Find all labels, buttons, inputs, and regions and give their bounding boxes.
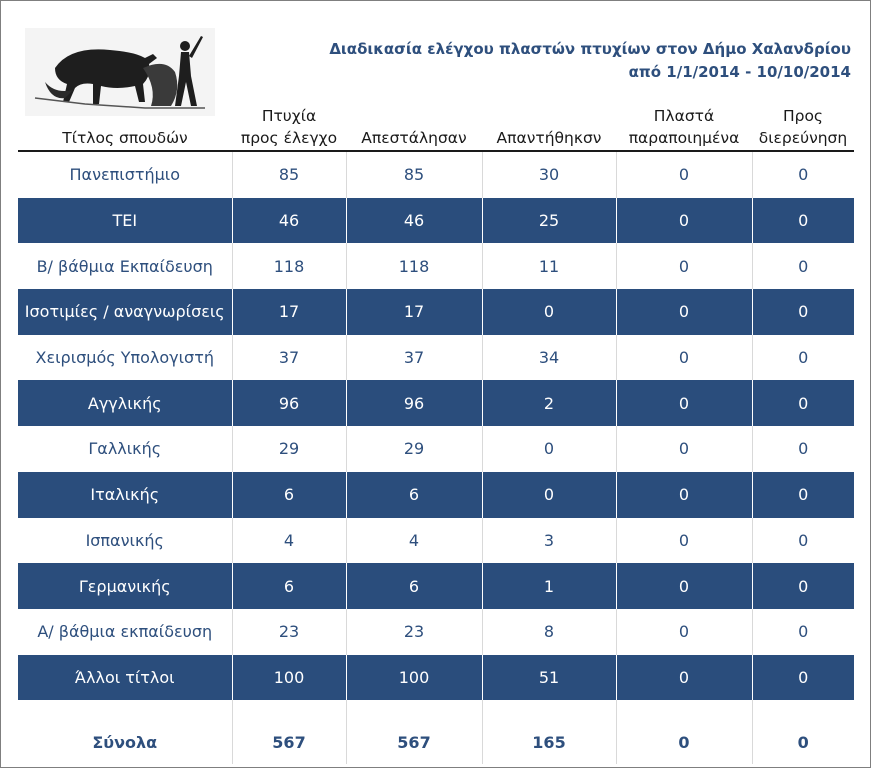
cell-to-check: 85 xyxy=(232,151,346,198)
cell-to-check: 6 xyxy=(232,563,346,609)
cell-degree: Πανεπιστήμιο xyxy=(18,151,232,198)
cell-answered: 2 xyxy=(482,380,616,426)
column-header-sent: Απεστάλησαν xyxy=(346,103,482,151)
total-cell-sent: 567 xyxy=(346,720,482,764)
table-row xyxy=(18,609,854,655)
cell-answered: 51 xyxy=(482,655,616,701)
cell-degree: Γαλλικής xyxy=(18,426,232,472)
cell-sent: 118 xyxy=(346,243,482,289)
cell-answered: 0 xyxy=(482,289,616,335)
table-row xyxy=(18,518,854,564)
report-title-line2: από 1/1/2014 - 10/10/2014 xyxy=(628,63,851,81)
table-header-row xyxy=(18,103,854,151)
cell-degree: Άλλοι τίτλοι xyxy=(18,655,232,701)
total-cell-investigation: 0 xyxy=(752,720,854,764)
cell-investigation: 0 xyxy=(752,609,854,655)
table-row xyxy=(18,655,854,701)
cell-investigation: 0 xyxy=(752,563,854,609)
total-cell-forged: 0 xyxy=(616,720,752,764)
cell-forged: 0 xyxy=(616,472,752,518)
table-row xyxy=(18,380,854,426)
cell-sent: 29 xyxy=(346,426,482,472)
cell-answered: 8 xyxy=(482,609,616,655)
cell-to-check: 100 xyxy=(232,655,346,701)
cell-degree: Αγγλικής xyxy=(18,380,232,426)
cell-forged: 0 xyxy=(616,198,752,244)
column-header-degree: Τίτλος σπουδών xyxy=(18,103,232,151)
cell-forged: 0 xyxy=(616,151,752,198)
cell-sent: 17 xyxy=(346,289,482,335)
column-header-investigation: Προς διερεύνηση xyxy=(752,103,854,151)
report-title-line1: Διαδικασία ελέγχου πλαστών πτυχίων στον Δήμο Χαλανδρίου xyxy=(329,40,851,58)
cell-answered: 0 xyxy=(482,472,616,518)
cell-investigation: 0 xyxy=(752,518,854,564)
cell-forged: 0 xyxy=(616,335,752,381)
total-cell-degree: Σύνολα xyxy=(92,732,158,752)
cell-answered: 11 xyxy=(482,243,616,289)
table-row xyxy=(18,243,854,289)
cell-to-check: 118 xyxy=(232,243,346,289)
cell-investigation: 0 xyxy=(752,335,854,381)
table-row xyxy=(18,335,854,381)
total-cell-to-check: 567 xyxy=(232,720,346,764)
cell-forged: 0 xyxy=(616,655,752,701)
cell-to-check: 29 xyxy=(232,426,346,472)
cell-degree: Ισοτιμίες / αναγνωρίσεις xyxy=(18,289,232,335)
cell-sent: 23 xyxy=(346,609,482,655)
cell-answered: 0 xyxy=(482,426,616,472)
cell-sent: 96 xyxy=(346,380,482,426)
cell-degree: Α/ βάθμια εκπαίδευση xyxy=(18,609,232,655)
total-cell-answered: 165 xyxy=(482,720,616,764)
cell-answered: 25 xyxy=(482,198,616,244)
column-header-answered: Απαντήθηκσν xyxy=(482,103,616,151)
cell-investigation: 0 xyxy=(752,198,854,244)
cell-to-check: 37 xyxy=(232,335,346,381)
cell-sent: 46 xyxy=(346,198,482,244)
table-row xyxy=(18,472,854,518)
cell-investigation: 0 xyxy=(752,380,854,426)
column-header-forged: Πλαστά παραποιημένα xyxy=(616,103,752,151)
cell-investigation: 0 xyxy=(752,655,854,701)
cell-degree: Χειρισμός Υπολογιστή xyxy=(18,335,232,381)
cell-degree: ΤΕΙ xyxy=(18,198,232,244)
spacer-row xyxy=(18,700,854,720)
table-row xyxy=(18,563,854,609)
cell-degree: Γερμανικής xyxy=(18,563,232,609)
cell-investigation: 0 xyxy=(752,243,854,289)
cell-to-check: 17 xyxy=(232,289,346,335)
cell-degree: Ισπανικής xyxy=(18,518,232,564)
cell-sent: 100 xyxy=(346,655,482,701)
totals-row xyxy=(18,720,854,764)
cell-forged: 0 xyxy=(616,243,752,289)
cell-investigation: 0 xyxy=(752,151,854,198)
cell-investigation: 0 xyxy=(752,289,854,335)
cell-investigation: 0 xyxy=(752,472,854,518)
table-row xyxy=(18,151,854,198)
cell-to-check: 96 xyxy=(232,380,346,426)
cell-forged: 0 xyxy=(616,380,752,426)
table-row xyxy=(18,289,854,335)
cell-investigation: 0 xyxy=(752,426,854,472)
cell-forged: 0 xyxy=(616,609,752,655)
cell-to-check: 23 xyxy=(232,609,346,655)
table-row xyxy=(18,426,854,472)
cell-degree: Β/ βάθμια Εκπαίδευση xyxy=(18,243,232,289)
cell-forged: 0 xyxy=(616,426,752,472)
report-title xyxy=(329,38,851,84)
cell-answered: 3 xyxy=(482,518,616,564)
cell-sent: 4 xyxy=(346,518,482,564)
cell-sent: 37 xyxy=(346,335,482,381)
cell-forged: 0 xyxy=(616,289,752,335)
cell-to-check: 46 xyxy=(232,198,346,244)
degrees-table xyxy=(18,103,854,764)
table-row xyxy=(18,198,854,244)
cell-answered: 34 xyxy=(482,335,616,381)
cell-degree: Ιταλικής xyxy=(18,472,232,518)
column-header-to-check: Πτυχία προς έλεγχο xyxy=(232,103,346,151)
cell-sent: 6 xyxy=(346,563,482,609)
cell-forged: 0 xyxy=(616,563,752,609)
cell-answered: 1 xyxy=(482,563,616,609)
cell-sent: 85 xyxy=(346,151,482,198)
cell-answered: 30 xyxy=(482,151,616,198)
cell-to-check: 6 xyxy=(232,472,346,518)
cell-sent: 6 xyxy=(346,472,482,518)
cell-forged: 0 xyxy=(616,518,752,564)
cell-to-check: 4 xyxy=(232,518,346,564)
